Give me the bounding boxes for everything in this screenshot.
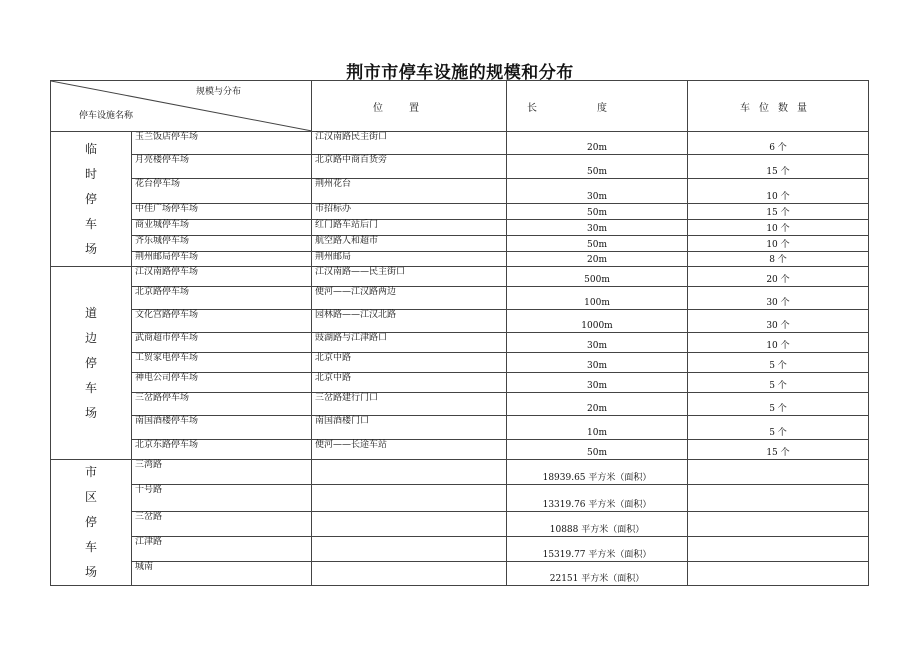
length-cell: 500m (507, 267, 688, 287)
category-cell: 临 时 停 车 场 (51, 132, 132, 267)
facility-name-cell: 玉兰饭店停车场 (132, 132, 312, 155)
spaces-cell: 5 个 (688, 353, 869, 373)
facility-name-cell: 文化宫路停车场 (132, 310, 312, 333)
length-cell: 20m (507, 393, 688, 416)
facility-name-cell: 月亮楼停车场 (132, 155, 312, 179)
facility-name-cell: 城南 (132, 561, 312, 585)
table-row (51, 353, 869, 373)
facility-name-cell: 荆州邮局停车场 (132, 252, 312, 267)
diagonal-line (51, 81, 312, 131)
spaces-cell: 15 个 (688, 440, 869, 460)
location-cell: 三岔路建行门口 (312, 393, 507, 416)
table-row (51, 179, 869, 204)
spaces-cell: 10 个 (688, 236, 869, 252)
spaces-cell: 6 个 (688, 132, 869, 155)
length-header: 长度 (507, 81, 688, 132)
spaces-cell: 10 个 (688, 333, 869, 353)
location-cell: 市招标办 (312, 204, 507, 220)
facility-name-cell: 北京东路停车场 (132, 440, 312, 460)
length-cell: 1000m (507, 310, 688, 333)
spaces-cell (688, 511, 869, 536)
length-cell: 30m (507, 353, 688, 373)
spaces-cell (688, 485, 869, 511)
length-cell: 15319.77 平方米（面积） (507, 537, 688, 561)
table-row (51, 393, 869, 416)
length-cell: 30m (507, 373, 688, 393)
spaces-cell: 15 个 (688, 204, 869, 220)
facility-name-cell: 江津路 (132, 537, 312, 561)
length-cell: 22151 平方米（面积） (507, 561, 688, 585)
table-row (51, 440, 869, 460)
length-cell: 100m (507, 287, 688, 310)
spaces-cell (688, 460, 869, 485)
spaces-cell: 30 个 (688, 310, 869, 333)
table-row (51, 132, 869, 155)
spaces-cell (688, 537, 869, 561)
table-row (51, 333, 869, 353)
location-cell (312, 561, 507, 585)
facility-name-cell: 北京路停车场 (132, 287, 312, 310)
length-cell: 13319.76 平方米（面积） (507, 485, 688, 511)
diag-bottom-label: 停车设施名称 (79, 111, 134, 121)
location-cell: 红门路车站后门 (312, 220, 507, 236)
location-cell (312, 485, 507, 511)
table-row (51, 460, 869, 485)
length-cell: 50m (507, 236, 688, 252)
header-row (51, 81, 869, 132)
location-cell: 便河——长途车站 (312, 440, 507, 460)
table-row (51, 416, 869, 440)
location-cell: 园林路——江汉北路 (312, 310, 507, 333)
length-cell: 10888 平方米（面积） (507, 511, 688, 536)
spaces-cell: 8 个 (688, 252, 869, 267)
location-header: 位置 (312, 81, 507, 132)
spaces-cell: 15 个 (688, 155, 869, 179)
length-cell: 20m (507, 252, 688, 267)
location-cell: 南国酒楼门口 (312, 416, 507, 440)
facility-name-cell: 三岔路停车场 (132, 393, 312, 416)
facility-name-cell: 武商超市停车场 (132, 333, 312, 353)
location-cell: 江汉南路民主街口 (312, 132, 507, 155)
table-row (51, 204, 869, 220)
location-cell: 北京中路 (312, 373, 507, 393)
spaces-cell: 5 个 (688, 373, 869, 393)
spaces-cell: 20 个 (688, 267, 869, 287)
facility-name-cell: 中佳广场停车场 (132, 204, 312, 220)
spaces-cell (688, 561, 869, 585)
table-row (51, 267, 869, 287)
spaces-cell: 30 个 (688, 287, 869, 310)
table-row (51, 310, 869, 333)
table-row (51, 485, 869, 511)
table-row (51, 155, 869, 179)
facility-name-cell: 十号路 (132, 485, 312, 511)
length-cell: 10m (507, 416, 688, 440)
length-cell: 30m (507, 179, 688, 204)
facility-name-cell: 神电公司停车场 (132, 373, 312, 393)
length-cell: 30m (507, 333, 688, 353)
spaces-cell: 5 个 (688, 393, 869, 416)
spaces-header: 车位数量 (688, 81, 869, 132)
location-cell: 豉湖路与江津路口 (312, 333, 507, 353)
facility-name-cell: 江汉南路停车场 (132, 267, 312, 287)
facility-name-cell: 商业城停车场 (132, 220, 312, 236)
category-cell: 市 区 停 车 场 (51, 460, 132, 586)
location-cell: 荆州邮局 (312, 252, 507, 267)
length-cell: 50m (507, 204, 688, 220)
spaces-cell: 10 个 (688, 220, 869, 236)
facility-name-cell: 花台停车场 (132, 179, 312, 204)
facility-name-cell: 三岔路 (132, 511, 312, 536)
location-cell (312, 511, 507, 536)
table-row (51, 561, 869, 585)
length-cell: 20m (507, 132, 688, 155)
location-cell (312, 537, 507, 561)
location-cell: 荆州花台 (312, 179, 507, 204)
length-cell: 18939.65 平方米（面积） (507, 460, 688, 485)
table-row (51, 220, 869, 236)
table-row (51, 287, 869, 310)
location-cell: 便河——江汉路两边 (312, 287, 507, 310)
spaces-cell: 5 个 (688, 416, 869, 440)
facility-name-cell: 齐乐城停车场 (132, 236, 312, 252)
diag-top-label: 规模与分布 (195, 87, 241, 97)
location-cell: 北京中路 (312, 353, 507, 373)
table-row (51, 511, 869, 536)
location-cell: 航空路人和超市 (312, 236, 507, 252)
facility-name-cell: 南国酒楼停车场 (132, 416, 312, 440)
parking-table (50, 80, 869, 586)
page-title: 荆市市停车设施的规模和分布 (346, 63, 574, 83)
spaces-cell: 10 个 (688, 179, 869, 204)
facility-name-cell: 三湾路 (132, 460, 312, 485)
table-row (51, 252, 869, 267)
length-cell: 50m (507, 155, 688, 179)
location-cell (312, 460, 507, 485)
location-cell: 江汉南路——民主街口 (312, 267, 507, 287)
length-cell: 50m (507, 440, 688, 460)
category-cell: 道 边 停 车 场 (51, 267, 132, 460)
location-cell: 北京路中商百货旁 (312, 155, 507, 179)
table-row (51, 373, 869, 393)
table-row (51, 236, 869, 252)
table-row (51, 537, 869, 561)
facility-name-cell: 工贸家电停车场 (132, 353, 312, 373)
length-cell: 30m (507, 220, 688, 236)
diagonal-header-cell (51, 81, 312, 132)
